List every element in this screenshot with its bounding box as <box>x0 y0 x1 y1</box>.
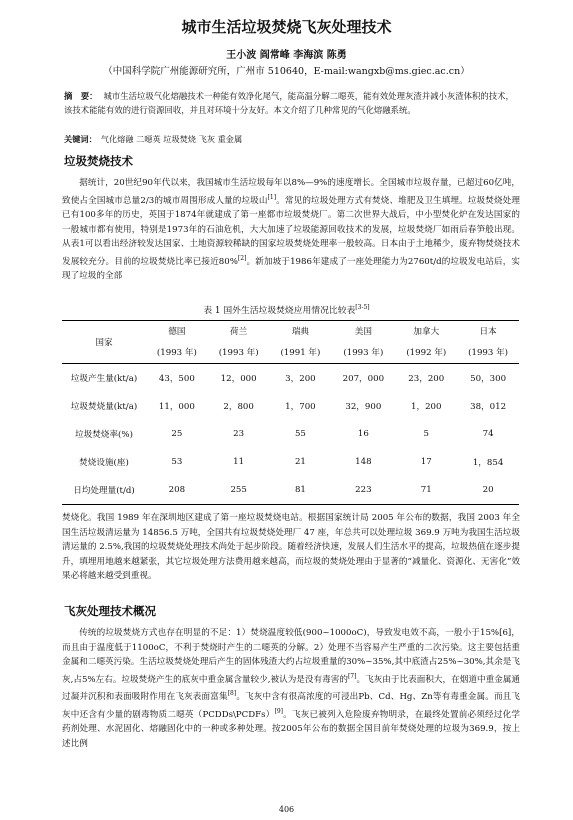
table-cell: 5 <box>423 429 429 439</box>
table-cell: 11，000 <box>158 402 195 412</box>
paragraph-china-incineration: 焚烧化。我国 1989 年在深圳地区建成了第一座垃圾焚烧电站。根据国家统计局 2005 年公布的数据，我国 2003 年全国生活垃圾清运量为 14856.5 万吨，全国共有垃圾焚烧处理厂 47 座，年总共可以处理垃圾 369.9 万吨为我国生活垃圾清运量的 2.5%,我国的垃圾焚烧处理技术尚处于起步阶段。随着经济快速，发展人们生活水平的提高，垃圾热值在逐步提升，填埋用地越来越紧张，其它垃圾处理方法费用越来越高，而垃圾的焚烧处理由于显著的“减量化、资源化、无害化”效果必将越来越受到重视。 <box>62 513 520 582</box>
table-cell: 32，900 <box>345 402 382 412</box>
column-header-country: 德国 <box>146 321 208 342</box>
table-cell: 2，800 <box>223 402 254 412</box>
row-label: 焚烧设施(座) <box>79 458 129 468</box>
affiliation: （中国科学院广州能源研究所，广州市 510640，E-mail:wangxb@ms.giec.ac.cn） <box>103 66 470 77</box>
column-header-country: 日本 <box>457 321 519 342</box>
table-cell: 23 <box>233 429 245 439</box>
citation: [1] <box>267 193 277 201</box>
table-header-row <box>62 321 519 342</box>
table-cell: 55 <box>294 429 306 439</box>
row-label: 垃圾焚烧量(kt/a) <box>70 402 138 412</box>
incineration-comparison-table <box>62 320 519 505</box>
citation: [3-5] <box>355 304 370 312</box>
table-row-header-country: 国家 <box>62 321 146 364</box>
table-cell: 1，854 <box>472 458 504 468</box>
column-header-year: (1993 年) <box>457 341 519 364</box>
table-cell: 207，000 <box>342 374 385 384</box>
table-cell: 74 <box>482 429 494 439</box>
column-header-country: 加拿大 <box>395 321 457 342</box>
table-cell: 3，200 <box>285 374 316 384</box>
paragraph-fly-ash <box>62 626 520 751</box>
paragraph-statistics <box>62 176 520 284</box>
column-header-country: 美国 <box>331 321 395 342</box>
row-label: 日均处理量(t/d) <box>62 476 146 505</box>
table-caption <box>0 303 573 316</box>
table-cell: 16 <box>357 429 369 439</box>
table-cell: 1，200 <box>411 402 442 412</box>
table-cell: 71 <box>395 476 457 505</box>
abstract-text: 城市生活垃圾气化熔融技术一种能有效净化尾气，能高温分解二噁英，能有效处理灰渣并减小灰渣体积的技术，该技术能能有效的进行资源回收，并且对环境十分友好。本文介绍了几种常见的气化熔融系统。 <box>64 91 514 115</box>
table-cell: 53 <box>171 457 183 467</box>
column-header-country: 瑞典 <box>270 321 332 342</box>
table-cell: 223 <box>331 476 395 505</box>
table-cell: 50，300 <box>470 374 507 384</box>
para-text: 传统的垃圾焚烧方式也存在明显的不足：1）焚烧温度较低(900~1000oC)，导致发电效不高，一般小于15%[6]，而且由于温度低于1100oC，不利于焚烧时产生的二噁英的分解。2）处理不当容易产生严重的二次污染。这主要包括重金属和二噁英污染。生活垃圾焚烧处理后产生的固体残渣大约占垃圾重量的30%~35%,其中底渣占25%~30%,其余是飞灰,占5%左右。垃圾焚烧产生的底灰中重金属含量较少,被认为是没有毒害的 <box>62 628 520 685</box>
table-cell: 208 <box>146 476 208 505</box>
citation: [7] <box>347 672 357 680</box>
table-cell: 21 <box>294 457 306 467</box>
table-row <box>62 392 519 420</box>
table-cell: 25 <box>171 429 183 439</box>
author-list: 王小波 阎常峰 李海滨 陈勇 <box>226 50 347 61</box>
column-header-year: (1993 年) <box>146 341 208 364</box>
table-row <box>62 364 519 393</box>
column-header-year: (1992 年) <box>395 341 457 364</box>
para-text: 。新加坡于1986年建成了一座处理能力为2760t/d的垃圾发电站后，实现了垃圾的全部 <box>62 256 521 282</box>
column-header-year: (1993 年) <box>208 341 270 364</box>
keywords-label: 关键词： <box>64 134 97 144</box>
citation: [9] <box>274 707 283 715</box>
column-header-country: 荷兰 <box>208 321 270 342</box>
column-header-year: (1993 年) <box>331 341 395 364</box>
citation: [2] <box>237 254 247 262</box>
keywords <box>64 134 519 145</box>
citation: [8] <box>227 690 237 698</box>
abstract <box>64 89 519 117</box>
para-text: 。飞灰中含有很高浓度的可浸出Pb、Cd、Hg、Zn等有毒重金属。而且飞灰中还含有少量的剧毒物质二噁英（PCDDs\PCDFs） <box>62 692 520 720</box>
row-label: 垃圾产生量(kt/a) <box>70 374 138 384</box>
table-cell: 12，000 <box>220 374 257 384</box>
abstract-label: 摘 要： <box>64 91 98 101</box>
para-text: 。飞灰由于比表面积大，在烟道中重金属通过凝并沉积和表面吸附作用在飞灰表面富集 <box>62 674 520 703</box>
column-header-year: (1991 年) <box>270 341 332 364</box>
section-heading-incineration: 垃圾焚烧技术 <box>64 154 133 168</box>
table-cell: 1，700 <box>285 402 316 412</box>
para-text: 。常见的垃圾处理方式有焚烧、堆肥及卫生填埋。垃圾焚烧处理已有100多年的历史，英国于1874年就建成了第一座都市垃圾焚烧厂。第二次世界大战后，中小型焚化炉在发达国家的一般城市都有使用，特别是1973年的石油危机，大大加速了垃圾能源回收技术的发展，垃圾焚烧厂如雨后春笋般出现。从表1可以看出经济较发达国家、土地资源较稀缺的国家垃圾焚烧处理率一般较高。日本由于土地稀少，废弃物焚烧技术发展较充分。目前的垃圾焚烧比率已接近80% <box>62 195 520 267</box>
table-cell: 81 <box>270 476 332 505</box>
table-row <box>62 476 519 505</box>
keywords-text: 气化熔融 二噁英 垃圾焚烧 飞灰 重金属 <box>100 134 243 144</box>
table-cell: 23，200 <box>408 374 445 384</box>
table-cell: 43，500 <box>158 374 195 384</box>
table-cell: 11 <box>233 457 245 467</box>
para-text: 据统计，20世纪90年代以来，我国城市生活垃圾每年以8%—9%的速度增长。全国城市垃圾存量，已超过60亿吨，致使占全国城市总量2/3的城市周围形成人量的垃圾山 <box>62 178 520 206</box>
section-heading-fly-ash: 飞灰处理技术概况 <box>64 604 156 618</box>
table-cell: 20 <box>457 476 519 505</box>
paper-title: 城市生活垃圾焚烧飞灰处理技术 <box>181 18 392 36</box>
table-caption-text: 表 1 国外生活垃圾焚烧应用情况比较表 <box>203 306 356 316</box>
table-row <box>62 448 519 476</box>
row-label: 垃圾焚烧率(%) <box>75 430 133 440</box>
table-cell: 38，012 <box>470 402 507 412</box>
para-text: 。飞灰已被列入危险废弃物明录，在最终处置前必须经过化学药剂处理、水泥固化、熔融固化中的一种或多种处理。按2005年公布的数据全国目前年焚烧处理的垃圾为369.9，按上述比例 <box>62 709 520 749</box>
table-cell: 148 <box>355 457 372 467</box>
page-number: 406 <box>278 805 295 814</box>
table-row <box>62 420 519 448</box>
table-cell: 255 <box>208 476 270 505</box>
table-cell: 17 <box>420 457 432 467</box>
